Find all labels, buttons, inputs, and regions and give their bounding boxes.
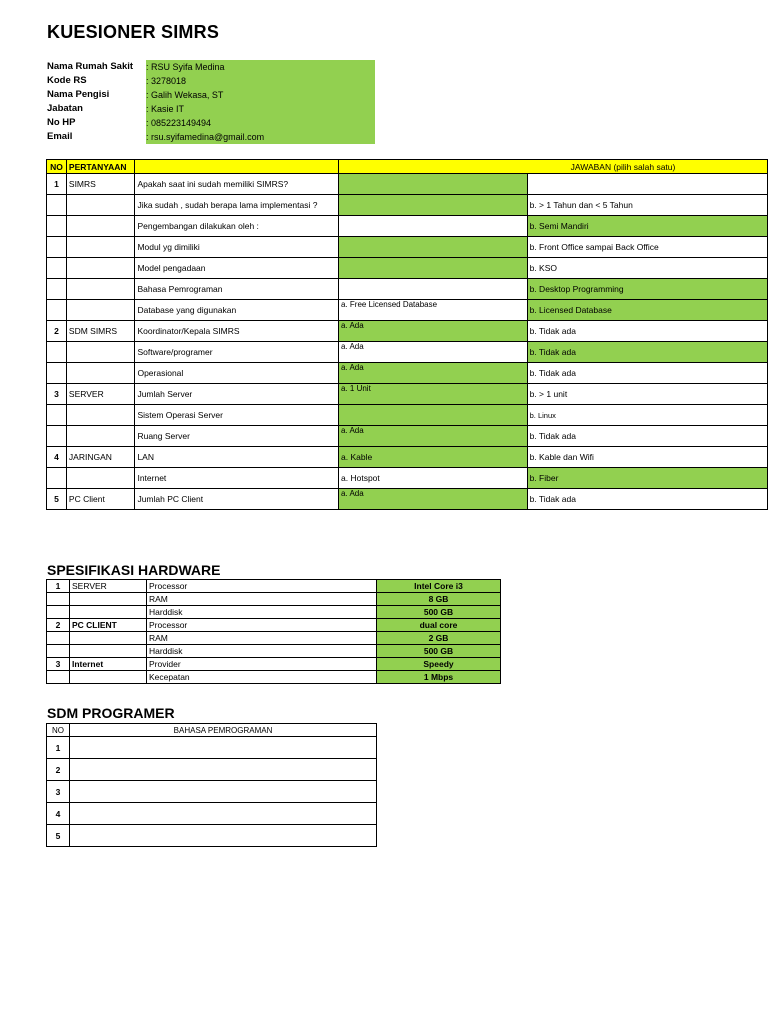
table-row xyxy=(47,258,768,279)
row-question: Pengembangan dilakukan oleh : xyxy=(135,216,339,237)
info-row xyxy=(47,88,377,102)
row-no xyxy=(47,195,67,216)
row-question: LAN xyxy=(135,447,339,468)
row-no xyxy=(47,279,67,300)
answer-b-cell[interactable]: b. Desktop Programming xyxy=(527,279,767,300)
answer-b-cell[interactable]: b. Fiber xyxy=(527,468,767,489)
hardware-value[interactable]: Speedy xyxy=(377,658,501,671)
answer-a-cell[interactable] xyxy=(339,279,528,300)
row-item: Harddisk xyxy=(147,645,377,658)
row-item: Provider xyxy=(147,658,377,671)
row-question: Bahasa Pemrograman xyxy=(135,279,339,300)
row-category xyxy=(70,606,147,619)
bahasa-input-cell[interactable] xyxy=(70,781,377,803)
hardware-table xyxy=(46,579,501,684)
hardware-value[interactable]: 500 GB xyxy=(377,645,501,658)
row-no xyxy=(47,426,67,447)
table-row xyxy=(47,619,501,632)
answer-a-cell[interactable]: a. Free Licensed Database xyxy=(339,300,528,321)
answer-a-cell[interactable]: a. Kable xyxy=(339,447,528,468)
answer-b-cell[interactable]: b. Tidak ada xyxy=(527,426,767,447)
row-question: Software/programer xyxy=(135,342,339,363)
row-question: Model pengadaan xyxy=(135,258,339,279)
row-question: Operasional xyxy=(135,363,339,384)
table-row xyxy=(47,468,768,489)
row-category xyxy=(66,216,135,237)
row-item: Harddisk xyxy=(147,606,377,619)
row-category: Internet xyxy=(70,658,147,671)
row-no xyxy=(47,468,67,489)
table-header-row xyxy=(47,160,768,174)
row-question: Jumlah PC Client xyxy=(135,489,339,510)
row-no: 2 xyxy=(47,619,70,632)
row-category: PC Client xyxy=(66,489,135,510)
row-category: PC CLIENT xyxy=(70,619,147,632)
row-question: Jumlah Server xyxy=(135,384,339,405)
table-row xyxy=(47,216,768,237)
row-category xyxy=(70,671,147,684)
answer-a-cell[interactable]: a. Ada xyxy=(339,342,528,363)
info-row xyxy=(47,74,377,88)
table-row xyxy=(47,671,501,684)
header-pertanyaan: PERTANYAAN xyxy=(66,160,135,174)
row-category xyxy=(66,300,135,321)
row-no xyxy=(47,593,70,606)
answer-b-cell[interactable]: b. Kable dan Wifi xyxy=(527,447,767,468)
answer-a-cell[interactable] xyxy=(339,258,528,279)
row-no xyxy=(47,363,67,384)
header-no: NO xyxy=(47,160,67,174)
hardware-value[interactable]: dual core xyxy=(377,619,501,632)
info-value: : Galih Wekasa, ST xyxy=(146,88,375,102)
table-row xyxy=(47,237,768,258)
answer-a-cell[interactable]: a. 1 Unit xyxy=(339,384,528,405)
table-row xyxy=(47,658,501,671)
table-row xyxy=(47,279,768,300)
info-label: Nama Rumah Sakit xyxy=(47,61,134,72)
row-category: SDM SIMRS xyxy=(66,321,135,342)
row-no xyxy=(47,216,67,237)
row-category xyxy=(70,632,147,645)
row-category xyxy=(66,342,135,363)
sdm-section-title: SDM PROGRAMER xyxy=(47,705,175,721)
row-no: 3 xyxy=(47,781,70,803)
answer-a-cell[interactable] xyxy=(339,216,528,237)
info-row xyxy=(47,130,377,144)
table-row xyxy=(47,803,377,825)
table-row xyxy=(47,321,768,342)
answer-a-cell[interactable] xyxy=(339,237,528,258)
row-no: 3 xyxy=(47,384,67,405)
table-row xyxy=(47,195,768,216)
bahasa-input-cell[interactable] xyxy=(70,825,377,847)
row-no: 1 xyxy=(47,580,70,593)
hardware-value[interactable]: 8 GB xyxy=(377,593,501,606)
table-header-row xyxy=(47,724,377,737)
row-no: 1 xyxy=(47,174,67,195)
bahasa-input-cell[interactable] xyxy=(70,803,377,825)
row-no: 2 xyxy=(47,321,67,342)
header-blank xyxy=(135,160,339,174)
answer-b-cell[interactable]: b. > 1 unit xyxy=(527,384,767,405)
info-label: Jabatan xyxy=(47,103,83,114)
row-category xyxy=(66,405,135,426)
info-value: : RSU Syifa Medina xyxy=(146,60,375,74)
row-item: RAM xyxy=(147,593,377,606)
row-no xyxy=(47,645,70,658)
row-no xyxy=(47,632,70,645)
answer-a-cell[interactable]: a. Ada xyxy=(339,363,528,384)
row-question: Koordinator/Kepala SIMRS xyxy=(135,321,339,342)
row-category xyxy=(70,593,147,606)
row-category: SERVER xyxy=(66,384,135,405)
table-row xyxy=(47,384,768,405)
hardware-value[interactable]: 2 GB xyxy=(377,632,501,645)
row-category: SERVER xyxy=(70,580,147,593)
row-category xyxy=(70,645,147,658)
answer-b-cell[interactable]: b. Tidak ada xyxy=(527,489,767,510)
row-no xyxy=(47,405,67,426)
row-no xyxy=(47,237,67,258)
answer-a-cell[interactable] xyxy=(339,195,528,216)
answer-a-cell[interactable]: a. Ada xyxy=(339,489,528,510)
sdm-programer-table xyxy=(46,723,377,847)
answer-b-cell[interactable] xyxy=(527,174,767,195)
table-row xyxy=(47,363,768,384)
hardware-section-title: SPESIFIKASI HARDWARE xyxy=(47,562,221,578)
row-category xyxy=(66,195,135,216)
table-row xyxy=(47,781,377,803)
header-jawaban: JAWABAN (pilih salah satu) xyxy=(339,160,768,174)
answer-a-cell[interactable] xyxy=(339,174,528,195)
row-no xyxy=(47,606,70,619)
answer-b-cell[interactable]: b. > 1 Tahun dan < 5 Tahun xyxy=(527,195,767,216)
table-row xyxy=(47,759,377,781)
row-question: Modul yg dimiliki xyxy=(135,237,339,258)
questionnaire-table xyxy=(46,159,768,510)
row-category: JARINGAN xyxy=(66,447,135,468)
info-label: Nama Pengisi xyxy=(47,89,110,100)
row-category xyxy=(66,258,135,279)
info-value: : 085223149494 xyxy=(146,116,375,130)
info-value: : rsu.syifamedina@gmail.com xyxy=(146,130,375,144)
table-row xyxy=(47,737,377,759)
row-no: 2 xyxy=(47,759,70,781)
row-item: RAM xyxy=(147,632,377,645)
answer-b-cell[interactable]: b. Linux xyxy=(527,405,767,426)
info-row xyxy=(47,116,377,130)
answer-a-cell[interactable]: a. Hotspot xyxy=(339,468,528,489)
table-row xyxy=(47,342,768,363)
row-category xyxy=(66,279,135,300)
row-question: Jika sudah , sudah berapa lama implementasi ? xyxy=(135,195,339,216)
row-item: Processor xyxy=(147,580,377,593)
answer-a-cell[interactable] xyxy=(339,405,528,426)
answer-b-cell[interactable]: b. Tidak ada xyxy=(527,342,767,363)
row-no xyxy=(47,258,67,279)
page-title: KUESIONER SIMRS xyxy=(47,22,220,42)
hardware-value[interactable]: 500 GB xyxy=(377,606,501,619)
info-label: Email xyxy=(47,131,73,142)
row-no: 5 xyxy=(47,489,67,510)
hardware-value[interactable]: Intel Core i3 xyxy=(377,580,501,593)
row-question: Ruang Server xyxy=(135,426,339,447)
answer-b-cell[interactable]: b. Tidak ada xyxy=(527,363,767,384)
answer-b-cell[interactable]: b. Semi Mandiri xyxy=(527,216,767,237)
row-question: Apakah saat ini sudah memiliki SIMRS? xyxy=(135,174,339,195)
table-row xyxy=(47,300,768,321)
row-no xyxy=(47,300,67,321)
table-row xyxy=(47,405,768,426)
header-no: NO xyxy=(47,724,70,737)
row-question: Sistem Operasi Server xyxy=(135,405,339,426)
info-value: : Kasie IT xyxy=(146,102,375,116)
answer-b-cell[interactable]: b. Tidak ada xyxy=(527,321,767,342)
row-no: 1 xyxy=(47,737,70,759)
info-row xyxy=(47,102,377,116)
answer-b-cell[interactable]: b. KSO xyxy=(527,258,767,279)
row-category xyxy=(66,426,135,447)
hardware-value[interactable]: 1 Mbps xyxy=(377,671,501,684)
table-row xyxy=(47,447,768,468)
answer-b-cell[interactable]: b. Front Office sampai Back Office xyxy=(527,237,767,258)
row-no: 4 xyxy=(47,447,67,468)
row-item: Processor xyxy=(147,619,377,632)
row-question: Internet xyxy=(135,468,339,489)
row-category: SIMRS xyxy=(66,174,135,195)
info-label: No HP xyxy=(47,117,76,128)
answer-a-cell[interactable]: a. Ada xyxy=(339,426,528,447)
row-no: 4 xyxy=(47,803,70,825)
table-row xyxy=(47,606,501,619)
row-no xyxy=(47,342,67,363)
table-row xyxy=(47,426,768,447)
row-no: 3 xyxy=(47,658,70,671)
info-value: : 3278018 xyxy=(146,74,375,88)
row-no: 5 xyxy=(47,825,70,847)
info-label: Kode RS xyxy=(47,75,87,86)
info-row xyxy=(47,60,377,74)
table-row xyxy=(47,174,768,195)
row-item: Kecepatan xyxy=(147,671,377,684)
table-row xyxy=(47,645,501,658)
table-row xyxy=(47,593,501,606)
row-category xyxy=(66,237,135,258)
row-question: Database yang digunakan xyxy=(135,300,339,321)
row-no xyxy=(47,671,70,684)
row-category xyxy=(66,468,135,489)
row-category xyxy=(66,363,135,384)
table-row xyxy=(47,580,501,593)
bahasa-input-cell[interactable] xyxy=(70,737,377,759)
table-row xyxy=(47,489,768,510)
table-row xyxy=(47,632,501,645)
answer-a-cell[interactable]: a. Ada xyxy=(339,321,528,342)
answer-b-cell[interactable]: b. Licensed Database xyxy=(527,300,767,321)
table-row xyxy=(47,825,377,847)
header-bahasa: BAHASA PEMROGRAMAN xyxy=(70,724,377,737)
bahasa-input-cell[interactable] xyxy=(70,759,377,781)
